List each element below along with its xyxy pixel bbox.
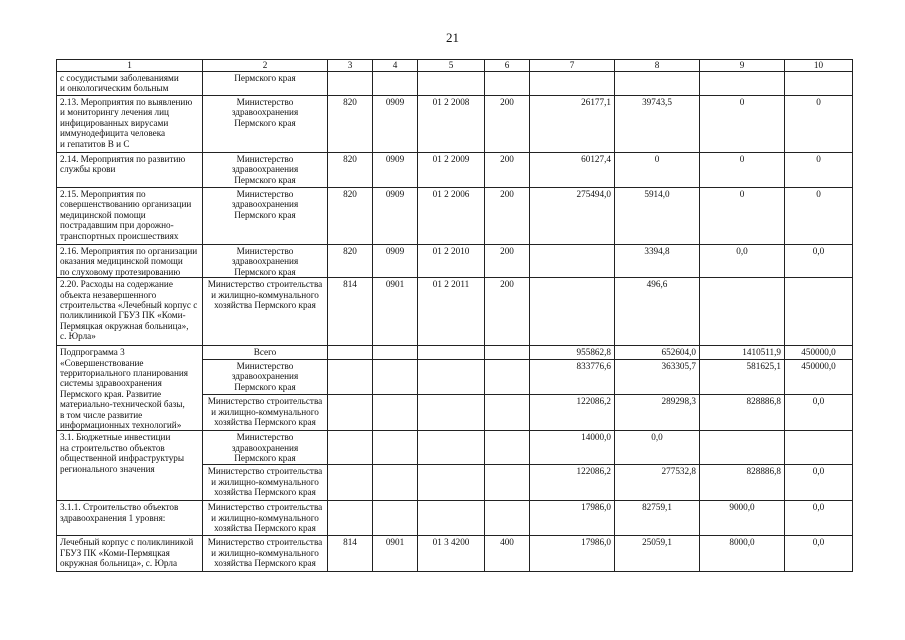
cell-col-10: 0: [785, 153, 853, 188]
cell-col-7: 122086,2: [530, 465, 615, 501]
cell-col-9: 828886,8: [700, 465, 785, 501]
cell-col-10: 0,0: [785, 245, 853, 278]
cell-col-6: [485, 346, 530, 360]
cell-col-3: [328, 465, 373, 501]
cell-col-10: 0,0: [785, 395, 853, 431]
col-header-10: 10: [785, 60, 853, 72]
cell-col-9: 0: [700, 188, 785, 245]
cell-col-4: [373, 431, 418, 465]
cell-col-3: [328, 346, 373, 360]
cell-col-2: Пермского края: [203, 72, 328, 96]
cell-col-8: 25059,1: [615, 536, 700, 572]
cell-col-5: [418, 346, 485, 360]
table-row: [57, 153, 853, 188]
cell-col-8: 0: [615, 153, 700, 188]
cell-col-4: [373, 501, 418, 536]
cell-col-10: 450000,0: [785, 360, 853, 395]
cell-col-6: 400: [485, 536, 530, 572]
cell-col-3: [328, 72, 373, 96]
cell-col-9: 1410511,9: [700, 346, 785, 360]
cell-col-2: Министерство строительства и жилищно-коммунального хозяйства Пермского края: [203, 278, 328, 346]
cell-col-3: 814: [328, 278, 373, 346]
table-row: [57, 96, 853, 153]
cell-col-7: 60127,4: [530, 153, 615, 188]
cell-col-9: [700, 72, 785, 96]
cell-col-8: 289298,3: [615, 395, 700, 431]
cell-col-1: 2.14. Мероприятия по развитию службы крови: [57, 153, 203, 188]
cell-col-5: 01 3 4200: [418, 536, 485, 572]
col-header-9: 9: [700, 60, 785, 72]
cell-col-10: 0: [785, 96, 853, 153]
cell-col-9: 9000,0: [700, 501, 785, 536]
cell-col-1: с сосудистыми заболеваниями и онкологическим больным: [57, 72, 203, 96]
cell-col-7: 833776,6: [530, 360, 615, 395]
cell-col-7: [530, 72, 615, 96]
cell-col-4: 0909: [373, 153, 418, 188]
cell-col-9: 0: [700, 96, 785, 153]
cell-col-9: [700, 431, 785, 465]
cell-col-2: Министерство строительства и жилищно-коммунального хозяйства Пермского края: [203, 395, 328, 431]
cell-col-2: Министерство здравоохранения Пермского края: [203, 360, 328, 395]
cell-col-4: [373, 395, 418, 431]
cell-col-3: [328, 431, 373, 465]
col-header-3: 3: [328, 60, 373, 72]
cell-col-8: 277532,8: [615, 465, 700, 501]
cell-col-6: [485, 360, 530, 395]
cell-col-1: 2.16. Мероприятия по организации оказания медицинской помощи по слуховому протезированию: [57, 245, 203, 278]
cell-col-8: 3394,8: [615, 245, 700, 278]
cell-col-4: 0901: [373, 278, 418, 346]
cell-col-6: [485, 431, 530, 465]
cell-col-2: Министерство здравоохранения Пермского края: [203, 153, 328, 188]
cell-col-7: 955862,8: [530, 346, 615, 360]
table-row: [57, 536, 853, 572]
cell-col-8: 363305,7: [615, 360, 700, 395]
cell-col-2: Министерство здравоохранения Пермского края: [203, 431, 328, 465]
col-header-7: 7: [530, 60, 615, 72]
cell-col-9: 0,0: [700, 245, 785, 278]
cell-col-6: [485, 501, 530, 536]
cell-col-8: 82759,1: [615, 501, 700, 536]
cell-col-7: 26177,1: [530, 96, 615, 153]
cell-col-2: Министерство здравоохранения Пермского края: [203, 245, 328, 278]
cell-col-2: Министерство строительства и жилищно-коммунального хозяйства Пермского края: [203, 465, 328, 501]
table-row: [57, 72, 853, 96]
cell-col-2: Министерство строительства и жилищно-коммунального хозяйства Пермского края: [203, 536, 328, 572]
cell-col-7: 122086,2: [530, 395, 615, 431]
cell-col-2: Министерство здравоохранения Пермского края: [203, 96, 328, 153]
cell-col-5: [418, 501, 485, 536]
cell-col-2: Всего: [203, 346, 328, 360]
cell-col-6: 200: [485, 278, 530, 346]
table-row: [57, 501, 853, 536]
cell-col-3: 820: [328, 245, 373, 278]
cell-col-5: [418, 72, 485, 96]
cell-col-6: 200: [485, 153, 530, 188]
cell-col-5: [418, 465, 485, 501]
cell-col-9: 8000,0: [700, 536, 785, 572]
cell-col-3: [328, 360, 373, 395]
col-header-4: 4: [373, 60, 418, 72]
budget-table: [56, 59, 853, 572]
cell-col-1: 2.15. Мероприятия по совершенствованию организации медицинской помощи пострадавшим при дорожно- транспортных происшествиях: [57, 188, 203, 245]
cell-col-4: [373, 72, 418, 96]
cell-col-4: 0909: [373, 96, 418, 153]
cell-col-3: [328, 395, 373, 431]
cell-col-10: [785, 278, 853, 346]
cell-col-10: 0,0: [785, 465, 853, 501]
cell-col-7: [530, 245, 615, 278]
table-row: [57, 245, 853, 278]
cell-col-7: 17986,0: [530, 501, 615, 536]
cell-col-3: 820: [328, 188, 373, 245]
col-header-1: 1: [57, 60, 203, 72]
cell-col-5: [418, 360, 485, 395]
cell-col-5: 01 2 2010: [418, 245, 485, 278]
cell-col-5: [418, 431, 485, 465]
cell-col-9: [700, 278, 785, 346]
cell-col-8: 496,6: [615, 278, 700, 346]
cell-col-6: [485, 465, 530, 501]
col-header-6: 6: [485, 60, 530, 72]
cell-col-7: 17986,0: [530, 536, 615, 572]
cell-col-1: 2.20. Расходы на содержание объекта незавершенного строительства «Лечебный корпус с поликлиникой ГБУЗ ПК «Коми- Пермяцкая окружная больница», с. Юрла»: [57, 278, 203, 346]
cell-col-10: 0: [785, 188, 853, 245]
cell-col-6: 200: [485, 245, 530, 278]
cell-col-6: 200: [485, 188, 530, 245]
cell-col-7: 275494,0: [530, 188, 615, 245]
cell-col-4: [373, 465, 418, 501]
cell-col-8: 652604,0: [615, 346, 700, 360]
cell-col-4: [373, 346, 418, 360]
cell-col-10: [785, 431, 853, 465]
page-number: 21: [446, 30, 459, 45]
cell-col-2: Министерство здравоохранения Пермского края: [203, 188, 328, 245]
col-header-5: 5: [418, 60, 485, 72]
cell-col-5: [418, 395, 485, 431]
cell-col-5: 01 2 2008: [418, 96, 485, 153]
cell-col-7: 14000,0: [530, 431, 615, 465]
table-row: [57, 188, 853, 245]
cell-col-3: 820: [328, 153, 373, 188]
header-row: [57, 60, 853, 72]
cell-col-8: 39743,5: [615, 96, 700, 153]
cell-col-10: 0,0: [785, 536, 853, 572]
cell-col-10: [785, 72, 853, 96]
cell-col-4: 0901: [373, 536, 418, 572]
col-header-8: 8: [615, 60, 700, 72]
cell-col-8: [615, 72, 700, 96]
cell-col-5: 01 2 2011: [418, 278, 485, 346]
cell-col-6: [485, 72, 530, 96]
cell-col-1: 2.13. Мероприятия по выявлению и мониторингу лечения лиц инфицированных вирусами иммунодефицита человека и гепатитов В и С: [57, 96, 203, 153]
cell-col-7: [530, 278, 615, 346]
cell-col-3: 820: [328, 96, 373, 153]
table-row: [57, 431, 853, 465]
cell-col-10: 450000,0: [785, 346, 853, 360]
cell-col-1: Лечебный корпус с поликлиникой ГБУЗ ПК «Коми-Пермяцкая окружная больница», с. Юрла: [57, 536, 203, 572]
cell-col-3: [328, 501, 373, 536]
cell-col-5: 01 2 2009: [418, 153, 485, 188]
cell-col-2: Министерство строительства и жилищно-коммунального хозяйства Пермского края: [203, 501, 328, 536]
cell-col-9: 581625,1: [700, 360, 785, 395]
cell-col-10: 0,0: [785, 501, 853, 536]
cell-col-8: 0,0: [615, 431, 700, 465]
cell-col-9: 0: [700, 153, 785, 188]
cell-col-4: [373, 360, 418, 395]
cell-col-3: 814: [328, 536, 373, 572]
table-row: [57, 278, 853, 346]
cell-col-8: 5914,0: [615, 188, 700, 245]
cell-col-9: 828886,8: [700, 395, 785, 431]
item-title: 3.1. Бюджетные инвестиции на строительство объектов общественной инфраструктуры регионального значения: [57, 431, 203, 501]
cell-col-4: 0909: [373, 245, 418, 278]
cell-col-6: [485, 395, 530, 431]
cell-col-6: 200: [485, 96, 530, 153]
subprogram-title: Подпрограмма 3 «Совершенствование территориального планирования системы здравоохранения Пермского края. Развитие материально-технической базы, в том числе развитие информационных технологий»: [57, 346, 203, 431]
col-header-2: 2: [203, 60, 328, 72]
cell-col-4: 0909: [373, 188, 418, 245]
table-row: [57, 346, 853, 360]
cell-col-1: 3.1.1. Строительство объектов здравоохранения 1 уровня:: [57, 501, 203, 536]
cell-col-5: 01 2 2006: [418, 188, 485, 245]
